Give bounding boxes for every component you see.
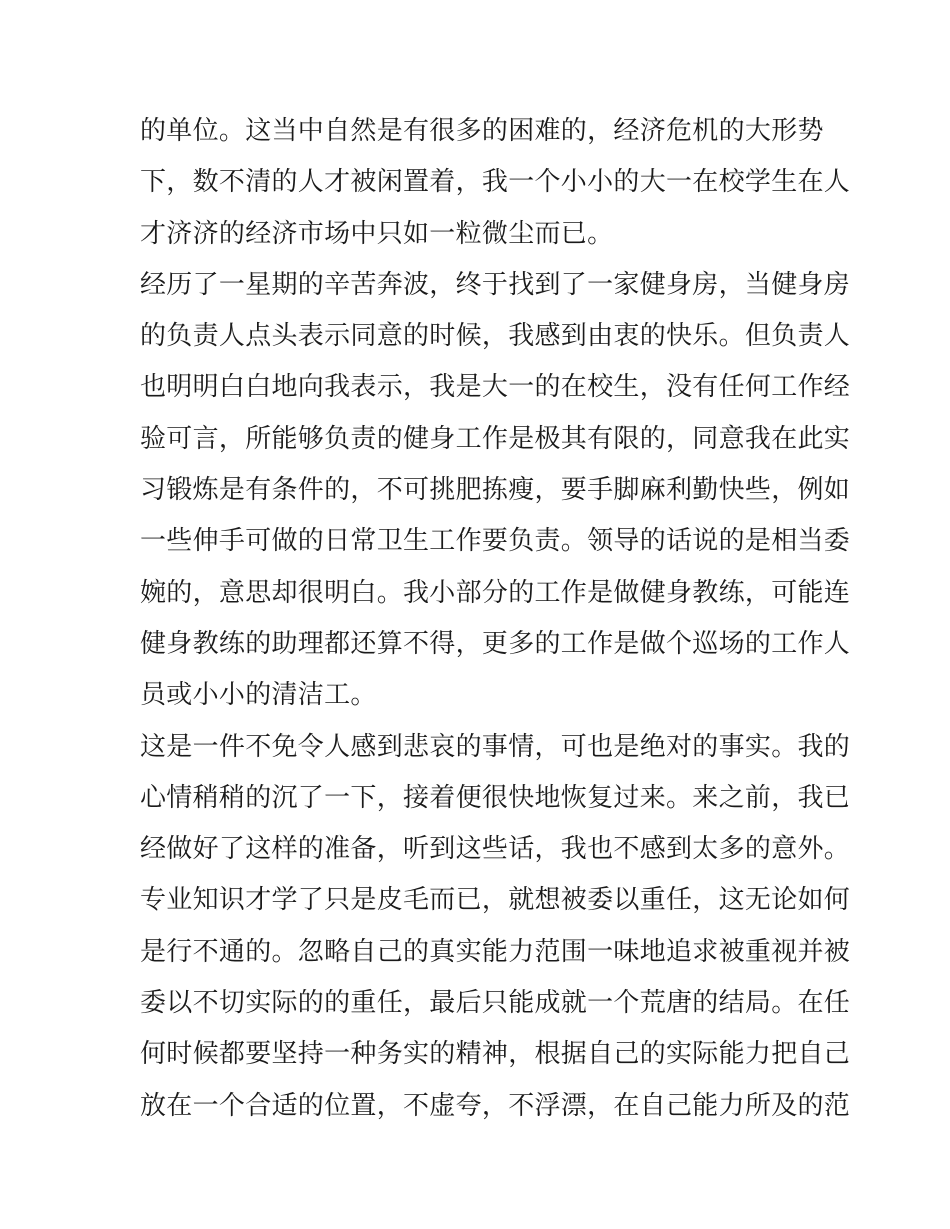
text-line: 心情稍稍的沉了一下，接着便很快地恢复过来。来之前，我已 bbox=[140, 782, 851, 813]
text-line: 员或小小的清洁工。 bbox=[140, 680, 377, 711]
text-line: 放在一个合适的位置，不虚夸，不浮漂，在自己能力所及的范 bbox=[140, 1090, 851, 1121]
text-line: 是行不通的。忽略自己的真实能力范围一味地追求被重视并被 bbox=[140, 936, 851, 967]
text-line: 婉的，意思却很明白。我小部分的工作是做健身教练，可能连 bbox=[140, 577, 851, 608]
text-line: 何时候都要坚持一种务实的精神，根据自己的实际能力把自己 bbox=[140, 1039, 851, 1070]
text-line: 的单位。这当中自然是有很多的困难的，经济危机的大形势 bbox=[140, 116, 824, 146]
text-line: 验可言，所能够负责的健身工作是极其有限的，同意我在此实 bbox=[140, 423, 851, 454]
text-line: 经历了一星期的辛苦奔波，终于找到了一家健身房，当健身房 bbox=[140, 269, 851, 300]
text-line: 下，数不清的人才被闲置着，我一个小小的大一在校学生在人 bbox=[140, 167, 851, 198]
text-line: 健身教练的助理都还算不得，更多的工作是做个巡场的工作人 bbox=[140, 628, 851, 659]
text-line: 也明明白白地向我表示，我是大一的在校生，没有任何工作经 bbox=[140, 372, 851, 403]
text-line: 委以不切实际的的重任，最后只能成就一个荒唐的结局。在任 bbox=[140, 988, 851, 1019]
body-text bbox=[140, 106, 851, 1132]
text-line: 这是一件不免令人感到悲哀的事情，可也是绝对的事实。我的 bbox=[140, 731, 851, 762]
text-line: 的负责人点头表示同意的时候，我感到由衷的快乐。但负责人 bbox=[140, 321, 851, 352]
text-line: 习锻炼是有条件的，不可挑肥拣瘦，要手脚麻利勤快些，例如 bbox=[140, 475, 851, 506]
text-line: 专业知识才学了只是皮毛而已，就想被委以重任，这无论如何 bbox=[140, 885, 851, 916]
text-line: 一些伸手可做的日常卫生工作要负责。领导的话说的是相当委 bbox=[140, 526, 851, 557]
text-line: 经做好了这样的准备，听到这些话，我也不感到太多的意外。 bbox=[140, 834, 851, 865]
text-line: 才济济的经济市场中只如一粒微尘而已。 bbox=[140, 218, 614, 249]
